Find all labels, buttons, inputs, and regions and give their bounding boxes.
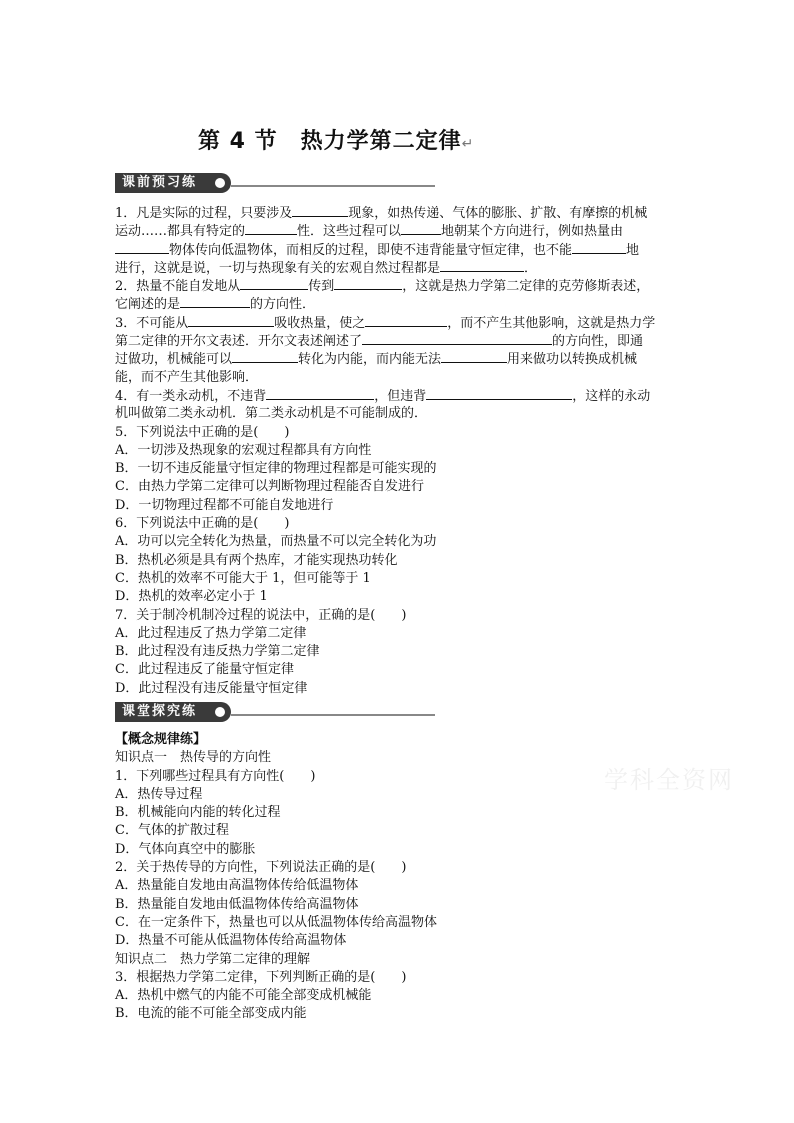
q3-line-3 [115, 350, 683, 368]
text: 能，而不产生其他影响． [115, 369, 259, 385]
text: 进行，这就是说，一切与热现象有关的宏观自然过程都是 [115, 260, 441, 276]
ic-q2-option-c[interactable]: C．在一定条件下，热量也可以从低温物体传给高温物体 [115, 914, 437, 930]
q5-option-a[interactable]: A．一切涉及热现象的宏观过程都具有方向性 [115, 442, 372, 458]
answer-blank[interactable] [365, 314, 447, 327]
answer-blank[interactable] [115, 241, 169, 254]
q7-option-b[interactable]: B．此过程没有违反热力学第二定律 [115, 644, 320, 660]
ic-q3-option-b[interactable]: B．电流的能不可能全部变成内能 [115, 1006, 307, 1022]
q7-option-c[interactable]: C．此过程违反了能量守恒定律 [115, 662, 294, 678]
text: 地朝某个方向进行，例如热量由 [441, 224, 624, 240]
text: 1．凡是实际的过程，只要涉及 [115, 206, 293, 221]
text: 过做功，机械能可以 [115, 352, 233, 368]
section-banner-preview [115, 173, 435, 195]
q6-option-b[interactable]: B．热机必须是具有两个热库，才能实现热功转化 [115, 552, 398, 568]
banner-rule [231, 185, 435, 187]
ic-q1-option-d[interactable]: D．气体向真空中的膨胀 [115, 841, 256, 857]
q5-option-b[interactable]: B．一切不违反能量守恒定律的物理过程都是可能实现的 [115, 461, 437, 477]
answer-blank[interactable] [232, 350, 298, 363]
answer-blank[interactable] [180, 295, 250, 308]
q2-line-1 [115, 277, 683, 295]
answer-blank[interactable] [188, 314, 274, 327]
q1-line-3 [115, 241, 683, 259]
text: ，而不产生其他影响，这就是热力学 [447, 315, 656, 331]
text: ． [524, 260, 538, 276]
answer-blank[interactable] [440, 259, 524, 272]
q3-line-4 [115, 369, 683, 387]
concept-header: 【概念规律练】 [115, 732, 207, 747]
q4-line-1 [115, 387, 683, 405]
answer-blank[interactable] [266, 387, 374, 400]
text: 4．有一类永动机，不违背 [115, 388, 267, 404]
q7-option-a[interactable]: A．此过程违反了热力学第二定律 [115, 625, 307, 641]
text: 转化为内能，而内能无法 [298, 352, 442, 368]
banner-dot-icon [215, 707, 225, 717]
q3-line-1 [115, 314, 683, 332]
q7-stem: 7．关于制冷机制冷过程的说法中，正确的是( ) [115, 607, 407, 623]
section-label-inclass: 课堂探究练 [115, 702, 231, 722]
answer-blank[interactable] [401, 222, 441, 235]
answer-blank[interactable] [572, 241, 626, 254]
inclass-questions [115, 731, 683, 1024]
banner-dot-icon [215, 178, 225, 188]
q5-option-d[interactable]: D．一切物理过程都不可能自发地进行 [115, 497, 334, 513]
section-label-preview: 课前预习练 [115, 173, 231, 193]
text: 传到 [308, 279, 335, 295]
text: 用来做功以转换成机械 [507, 352, 638, 368]
text: 的方向性． [250, 297, 316, 313]
q7-option-d[interactable]: D．此过程没有违反能量守恒定律 [115, 680, 308, 696]
ic-q2-option-d[interactable]: D．热量不可能从低温物体传给高温物体 [115, 933, 347, 949]
q2-line-2 [115, 295, 683, 313]
answer-blank[interactable] [362, 332, 552, 345]
q6-option-d[interactable]: D．热机的效率必定小于 1 [115, 589, 268, 605]
ic-q1-option-c[interactable]: C．气体的扩散过程 [115, 823, 229, 839]
text: 运动……都具有特定的 [115, 224, 246, 240]
text: 第二定律的开尔文表述．开尔文表述阐述了 [115, 334, 363, 350]
answer-blank[interactable] [426, 387, 572, 400]
preview-questions [115, 204, 683, 698]
text: 机叫做第二类永动机．第二类永动机是不可能制成的． [115, 406, 428, 422]
text: ，这就是热力学第二定律的克劳修斯表述， [402, 279, 650, 295]
knowledge-point-2: 知识点二 热力学第二定律的理解 [115, 951, 311, 967]
q6-stem: 6．下列说法中正确的是( ) [115, 516, 290, 532]
ic-q1-option-a[interactable]: A．热传导过程 [115, 786, 203, 802]
page-title [198, 124, 474, 155]
banner-rule [231, 714, 435, 716]
ic-q3-option-a[interactable]: A．热机中燃气的内能不可能全部变成机械能 [115, 988, 372, 1004]
answer-blank[interactable] [441, 350, 507, 363]
ic-q3-stem: 3．根据热力学第二定律，下列判断正确的是( ) [115, 969, 407, 985]
watermark: 学科全资网 [604, 766, 734, 794]
answer-blank[interactable] [240, 277, 308, 290]
q5-stem: 5．下列说法中正确的是( ) [115, 424, 290, 440]
text: 物体传向低温物体，而相反的过程，即使不违背能量守恒定律，也不能 [169, 242, 573, 258]
q1-line-2 [115, 222, 683, 240]
text: 3．不可能从 [115, 315, 189, 331]
text: 地 [626, 242, 640, 258]
text: ，这样的永动 [572, 388, 651, 404]
q5-option-c[interactable]: C．由热力学第二定律可以判断物理过程能否自发进行 [115, 479, 424, 495]
ic-q2-option-a[interactable]: A．热量能自发地由高温物体传给低温物体 [115, 878, 359, 894]
title-text: 第 4 节 热力学第二定律 [198, 129, 462, 154]
text: 2．热量不能自发地从 [115, 279, 241, 295]
text: ，但违背 [374, 388, 427, 404]
answer-blank[interactable] [334, 277, 402, 290]
q1-line-1 [115, 204, 683, 222]
text: 的方向性，即通 [552, 334, 644, 350]
text: 吸收热量，使之 [274, 315, 366, 331]
knowledge-point-1: 知识点一 热传导的方向性 [115, 750, 272, 766]
answer-blank[interactable] [245, 222, 297, 235]
ic-q2-stem: 2．关于热传导的方向性，下列说法正确的是( ) [115, 860, 407, 876]
section-banner-inclass [115, 702, 435, 724]
text: 性．这些过程可以 [297, 224, 402, 240]
answer-blank[interactable] [292, 204, 348, 217]
q6-option-a[interactable]: A．功可以完全转化为热量，而热量不可以完全转化为功 [115, 534, 437, 550]
ic-q2-option-b[interactable]: B．热量能自发地由低温物体传给高温物体 [115, 896, 359, 912]
q1-line-4 [115, 259, 683, 277]
return-mark: ↵ [461, 136, 475, 152]
ic-q1-option-b[interactable]: B．机械能向内能的转化过程 [115, 805, 281, 821]
q6-option-c[interactable]: C．热机的效率不可能大于 1，但可能等于 1 [115, 570, 371, 586]
text: 现象，如热传递、气体的膨胀、扩散、有摩擦的机械 [348, 206, 648, 221]
ic-q1-stem: 1．下列哪些过程具有方向性( ) [115, 768, 316, 784]
text: 它阐述的是 [115, 297, 181, 313]
q3-line-2 [115, 332, 683, 350]
q4-line-2 [115, 405, 683, 423]
